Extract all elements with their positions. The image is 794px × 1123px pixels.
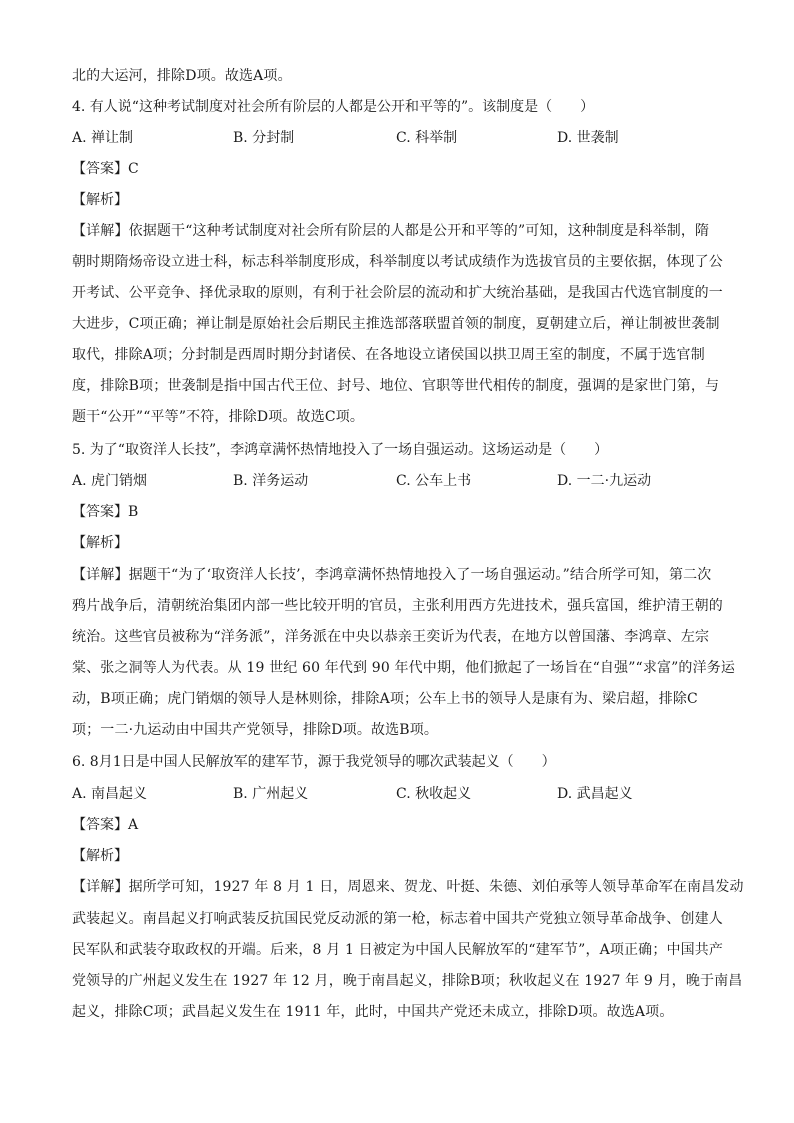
question-5-detail-line: 鸦片战争后，清朝统治集团内部一些比较开明的官员，主张利用西方先进技术，强兵富国，维护清王朝的 [72, 598, 723, 614]
question-6-option-c: C. 秋收起义 [396, 786, 472, 802]
question-5-option-c: C. 公车上书 [396, 473, 472, 489]
question-5-detail-line: 棠、张之洞等人为代表。从 19 世纪 60 年代到 90 年代中期，他们掀起了一场旨在“自强”“求富”的洋务运 [72, 660, 736, 676]
question-4-option-b: B. 分封制 [233, 130, 295, 146]
question-5-detail-line: 【详解】据题干“为了‘取资洋人长技’，李鸿章满怀热情地投入了一场自强运动。”结合所学可知，第二次 [72, 567, 712, 583]
question-6-option-a: A. 南昌起义 [72, 786, 148, 802]
question-5-option-d: D. 一二·九运动 [557, 473, 652, 489]
question-6-detail-line: 民军队和武装夺取政权的开端。后来，8 月 1 日被定为中国人民解放军的“建军节”，A项正确；中国共产 [72, 942, 724, 958]
question-4-option-c: C. 科举制 [396, 130, 458, 146]
question-5-detail-line: 统治。这些官员被称为“洋务派”，洋务派在中央以恭亲王奕䜣为代表，在地方以曾国藩、李鸿章、左宗 [72, 629, 710, 645]
question-5-detail-line: 项；一二·九运动由中国共产党领导，排除D项。故选B项。 [72, 722, 439, 738]
question-6-stem: 6. 8月1日是中国人民解放军的建军节，源于我党领导的哪次武装起义（ ） [72, 754, 556, 770]
question-4-detail-line: 取代，排除A项；分封制是西周时期分封诸侯、在各地设立诸侯国以拱卫周王室的制度，不属于选官制 [72, 347, 705, 363]
question-4-option-d: D. 世袭制 [557, 130, 619, 146]
question-4-option-a: A. 禅让制 [72, 130, 134, 146]
intro-line: 北的大运河，排除D项。故选A项。 [72, 68, 292, 84]
question-6-detail-line: 武装起义。南昌起义打响武装反抗国民党反动派的第一枪，标志着中国共产党独立领导革命战争、创建人 [72, 911, 723, 927]
question-5-option-b: B. 洋务运动 [233, 473, 309, 489]
question-4-detail-line: 题干“公开”“平等”不符，排除D项。故选C项。 [72, 409, 365, 425]
question-5-answer: 【答案】B [72, 504, 139, 520]
question-6-option-b: B. 广州起义 [233, 786, 309, 802]
question-6-answer: 【答案】A [72, 817, 139, 833]
question-5-analysis-label: 【解析】 [72, 535, 128, 551]
question-4-detail-line: 开考试、公平竞争、择优录取的原则，有利于社会阶层的流动和扩大统治基础，是我国古代选官制度的一 [72, 285, 723, 301]
question-6-detail-line: 起义，排除C项；武昌起义发生在 1911 年，此时，中国共产党还未成立，排除D项。故选A项。 [72, 1004, 674, 1020]
question-4-detail-line: 度，排除B项；世袭制是指中国古代王位、封号、地位、官职等世代相传的制度，强调的是家世门第，与 [72, 378, 720, 394]
question-6-detail-line: 【详解】据所学可知，1927 年 8 月 1 日，周恩来、贺龙、叶挺、朱德、刘伯承等人领导革命军在南昌发动 [72, 879, 744, 895]
question-4-answer: 【答案】C [72, 161, 139, 177]
question-5-stem: 5. 为了“取资洋人长技”，李鸿章满怀热情地投入了一场自强运动。这场运动是（ ） [72, 442, 609, 458]
question-4-detail-line: 【详解】依据题干“这种考试制度对社会所有阶层的人都是公开和平等的”可知，这种制度是科举制，隋 [72, 223, 710, 239]
question-6-analysis-label: 【解析】 [72, 848, 128, 864]
question-4-analysis-label: 【解析】 [72, 192, 128, 208]
question-4-detail-line: 大进步，C项正确；禅让制是原始社会后期民主推选部落联盟首领的制度，夏朝建立后，禅让制被世袭制 [72, 316, 720, 332]
question-4-detail-line: 朝时期隋炀帝设立进士科，标志科举制度形成，科举制度以考试成绩作为选拔官员的主要依据，体现了公 [72, 254, 723, 270]
question-6-detail-line: 党领导的广州起义发生在 1927 年 12 月，晚于南昌起义，排除B项；秋收起义在 1927 年 9 月，晚于南昌 [72, 973, 743, 989]
question-4-stem: 4. 有人说“这种考试制度对社会所有阶层的人都是公开和平等的”。该制度是（ ） [72, 99, 595, 115]
question-5-detail-line: 动，B项正确；虎门销烟的领导人是林则徐，排除A项；公车上书的领导人是康有为、梁启超，排除C [72, 691, 698, 707]
question-6-option-d: D. 武昌起义 [557, 786, 633, 802]
question-5-option-a: A. 虎门销烟 [72, 473, 148, 489]
